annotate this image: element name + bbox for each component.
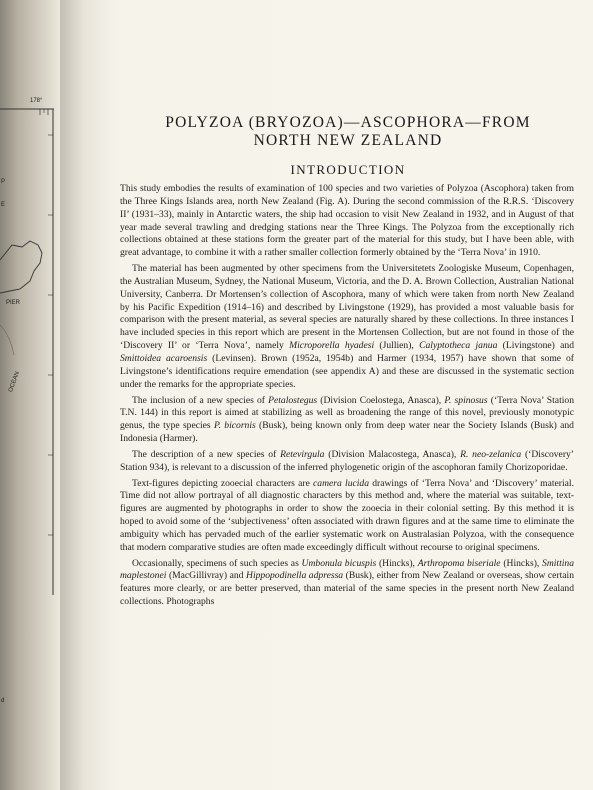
paragraph-text: (Busk), being known only from deep water near the Society Islands (Busk) and Indonesia (Harmer). [120,420,574,445]
map-left-letter-1: P [1,179,6,185]
italic-text: Hippopodinella adpressa [246,570,344,582]
italic-text: Smittina maplestonei [120,557,575,582]
title-line-2: NORTH NEW ZEALAND [253,132,443,149]
map-longitude-label: 178° [30,98,43,104]
paragraph-text: Occasionally, specimens of such species as [132,557,302,569]
paragraph-text: (‘Terra Nova’ Station T.N. 144) in this report is aimed at stabilizing as well as broadening the range of this novel, previously monotypic genus, the type species [120,394,574,432]
map-place-label: PIER [6,300,21,306]
map-left-letter-2: E [1,202,6,208]
paragraph-text: The inclusion of a new species of [132,394,269,406]
map-left-letter-3: d [1,698,5,704]
italic-text: Umbonula bicuspis [301,557,377,569]
paragraph [120,263,574,391]
paragraph-text: (Division Coelostega, Anasca), [317,394,445,406]
paragraph-text: (Livingstone) and [497,340,575,352]
book-gutter-shadow [60,0,120,790]
paragraph-text: (Busk), either from New Zealand or overseas, show certain features more clearly, or are better preserved, than material of the same species in the present north New Zealand collections. Photographs [120,570,575,608]
italic-text: Smittoidea acaroensis [120,352,208,364]
italic-text: Retevirgula [280,448,325,460]
italic-text: Microporella hyadesi [289,340,375,352]
italic-text: P. spinosus [444,394,488,406]
paragraph-text: (Hincks), [500,557,543,569]
paragraph-text: (Hincks), [376,557,418,569]
italic-text: P. bicornis [213,420,256,432]
title-line-1: POLYZOA (BRYOZOA)—ASCOPHORA—FROM [165,114,531,131]
italic-text: Petalostegus [268,394,318,406]
map-fragment [0,95,54,704]
paragraph [120,183,574,260]
paragraph-text: drawings of ‘Terra Nova’ and ‘Discovery’ material. Time did not allow portrayal of all diagnostic characters by this method and, where the material was suitable, text-figures are augmented by photographs in order to show the zooecia in their colonial setting. By this method it is hoped to avoid some of the ‘subjectiveness’ often associated with drawn figures and at the same time to eliminate the ambiguity which has pervaded much of the earlier systematic work on Australasian Polyzoa, with the consequence that modern comparative studies are often made exceedingly difficult without recourse to original specimens. [120,477,574,553]
paragraph-text: (Jullien), [374,340,420,352]
paragraph-text: This study embodies the results of examination of 100 species and two varieties of Polyzoa (Ascophora) taken from the Three Kings Islands area, north New Zealand (Fig. A). During the second commission of the R.R.S. ‘Discovery II’ (1931–33), mainly in Antarctic waters, the ship had occasion to visit New Zealand in 1932, and in August of that year made several trawling and dredging stations near the Three Kings. The Polyzoa from the exceptionally rich collections obtained at these stations form the greater part of the material for this study, but I have been able, with great advantage, to combine it with a rather smaller collection formerly obtained by the ‘Terra Nova’ in 1910. [120,183,574,259]
paragraph [120,478,574,555]
paragraph [120,449,574,475]
paragraph [120,395,574,446]
paragraph-text: The description of a new species of [132,448,281,460]
document-page [118,0,578,790]
document-title [118,114,578,150]
paragraph-text: (‘Discovery’ Station 934), is relevant to a discussion of the inferred phylogenetic origin of the ascophoran family Chorizoporidae. [120,448,574,473]
paragraph-text: Text-figures depicting zooecial characters are [132,477,314,489]
body-text [120,183,574,609]
paragraph-text: (Division Malacostega, Anasca), [324,448,461,460]
map-ocean-label: OCEAN [8,370,21,394]
paragraph-text: (Levinsen). Brown (1952a, 1954b) and Harmer (1934, 1957) have shown that some of Livingstone’s identifications require emendation (see appendix A) and these are discussed in the systematic section under the remarks for the appropriate species. [120,352,574,390]
section-heading: INTRODUCTION [290,162,406,177]
map-drawing [0,95,54,595]
paragraph-text: (MacGillivray) and [166,570,247,582]
italic-text: camera lucida [313,477,370,489]
italic-text: R. neo-zelanica [460,448,522,460]
italic-text: Arthropoma biseriale [417,557,501,569]
italic-text: Calyptotheca janua [419,340,498,352]
paragraph-text: The material has been augmented by other specimens from the Universitetets Zoologiske Museum, Copenhagen, the Australian Museum, Sydney, the National Museum, Victoria, and the D. A. Brown Collection, Australian National University, Canberra. Dr Mortensen’s collection of Ascophora, many of which were taken from north New Zealand by his Pacific Expedition (1914–16) and described by Livingstone (1929), has provided a most valuable basis for comparison with the present material, as several species are naturally shared by these collections. In three instances I have included species in this report which are present in the Mortensen Collection, but are not found in those of the ‘Discovery II’ or ‘Terra Nova’, namely [120,263,574,352]
paragraph [120,558,574,609]
